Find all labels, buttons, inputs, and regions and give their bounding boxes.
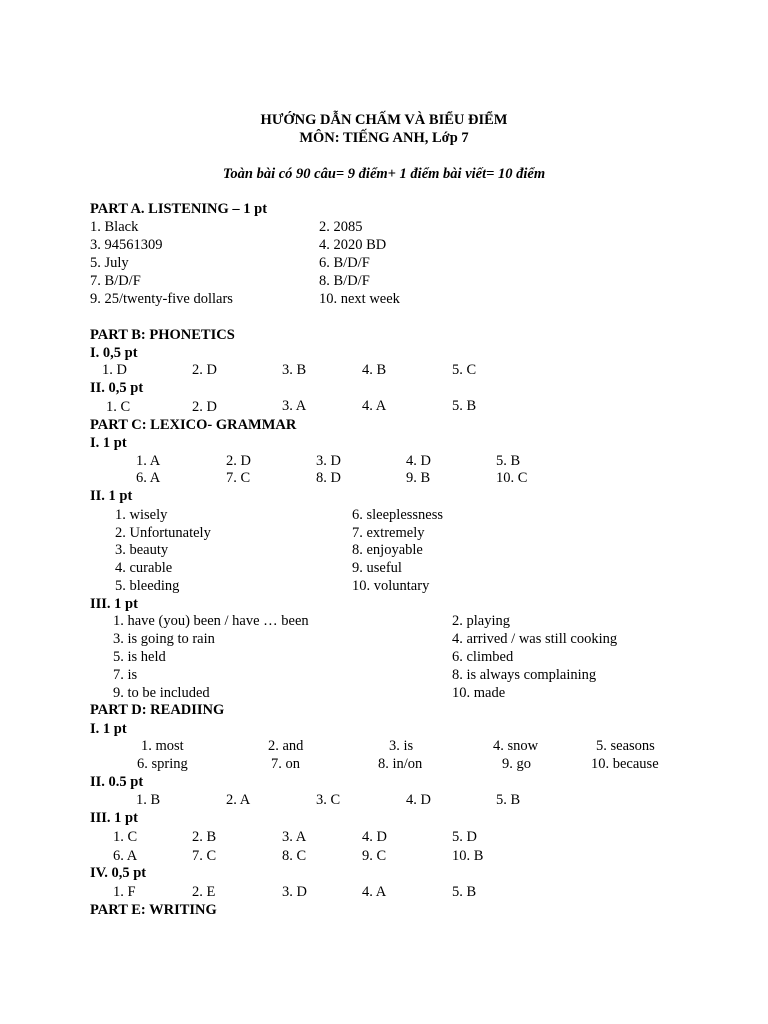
answer-item: 2. Unfortunately	[115, 525, 211, 541]
answer-item: 8. enjoyable	[352, 542, 423, 558]
answer-item: 10. made	[452, 685, 506, 701]
section-heading: III. 1 pt	[90, 810, 138, 826]
answer-item: 6. B/D/F	[319, 255, 370, 271]
answer-item: 10. B	[452, 848, 484, 864]
section-heading: IV. 0,5 pt	[90, 865, 147, 881]
answer-item: 6. A	[136, 470, 161, 486]
answer-item: 2. 2085	[319, 219, 363, 235]
answer-item: 4. B	[362, 362, 387, 378]
answer-item: 7. on	[271, 756, 300, 772]
part-e-heading: PART E: WRITING	[90, 902, 217, 918]
answer-item: 6. A	[113, 848, 138, 864]
answer-item: 4. arrived / was still cooking	[452, 631, 618, 647]
answer-item: 8. D	[316, 470, 341, 486]
answer-item: 2. and	[268, 738, 304, 754]
page-title: HƯỚNG DẪN CHẤM VÀ BIỂU ĐIỂM	[260, 112, 508, 128]
answer-item: 1. D	[102, 362, 127, 378]
answer-item: 2. A	[226, 792, 251, 808]
answer-item: 5. D	[452, 829, 477, 845]
answer-item: 3. A	[282, 829, 307, 845]
section-heading: III. 1 pt	[90, 596, 138, 612]
answer-item: 1. A	[136, 453, 161, 469]
section-heading: I. 0,5 pt	[90, 345, 138, 361]
answer-item: 3. beauty	[115, 542, 169, 558]
answer-item: 1. wisely	[115, 507, 168, 523]
answer-item: 1. have (you) been / have … been	[113, 613, 309, 629]
answer-item: 4. snow	[493, 738, 539, 754]
answer-item: 5. bleeding	[115, 578, 180, 594]
answer-item: 6. sleeplessness	[352, 507, 444, 523]
answer-item: 4. D	[406, 453, 431, 469]
answer-item: 6. spring	[137, 756, 188, 772]
answer-item: 4. D	[362, 829, 387, 845]
answer-item: 6. climbed	[452, 649, 514, 665]
answer-item: 10. voluntary	[352, 578, 430, 594]
part-a-heading: PART A. LISTENING – 1 pt	[90, 201, 268, 217]
answer-item: 1. Black	[90, 219, 139, 235]
answer-item: 5. B	[496, 453, 521, 469]
answer-item: 9. go	[502, 756, 531, 772]
answer-item: 1. C	[113, 829, 138, 845]
part-b-heading: PART B: PHONETICS	[90, 327, 235, 343]
answer-item: 1. most	[141, 738, 184, 754]
answer-item: 10. next week	[319, 291, 400, 307]
answer-item: 5. B	[452, 398, 477, 414]
section-heading: I. 1 pt	[90, 435, 127, 451]
answer-item: 2. D	[226, 453, 251, 469]
scoring-note: Toàn bài có 90 câu= 9 điểm+ 1 điểm bài viết= 10 điểm	[222, 166, 546, 182]
answer-item: 10. C	[496, 470, 528, 486]
section-heading: II. 0.5 pt	[90, 774, 144, 790]
answer-item: 2. E	[192, 884, 216, 900]
answer-item: 8. in/on	[378, 756, 423, 772]
subject-line: MÔN: TIẾNG ANH, Lớp 7	[299, 130, 469, 146]
answer-item: 8. is always complaining	[452, 667, 597, 683]
answer-item: 7. extremely	[352, 525, 425, 541]
answer-item: 9. C	[362, 848, 387, 864]
answer-item: 8. C	[282, 848, 307, 864]
section-heading: II. 0,5 pt	[90, 380, 144, 396]
answer-item: 5. is held	[113, 649, 166, 665]
answer-item: 3. D	[282, 884, 307, 900]
part-c-heading: PART C: LEXICO- GRAMMAR	[90, 417, 297, 433]
answer-item: 9. 25/twenty-five dollars	[90, 291, 233, 307]
answer-item: 2. D	[192, 399, 217, 415]
answer-item: 2. D	[192, 362, 217, 378]
answer-item: 3. is going to rain	[113, 631, 215, 647]
answer-item: 5. B	[452, 884, 477, 900]
answer-item: 5. C	[452, 362, 477, 378]
answer-item: 3. A	[282, 398, 307, 414]
answer-item: 2. playing	[452, 613, 510, 629]
answer-item: 3. D	[316, 453, 341, 469]
answer-item: 3. C	[316, 792, 341, 808]
answer-item: 7. B/D/F	[90, 273, 141, 289]
answer-item: 3. B	[282, 362, 307, 378]
section-heading: II. 1 pt	[90, 488, 133, 504]
answer-item: 5. July	[90, 255, 129, 271]
answer-item: 7. is	[113, 667, 138, 683]
answer-item: 4. A	[362, 884, 387, 900]
answer-item: 9. B	[406, 470, 431, 486]
answer-item: 7. C	[192, 848, 217, 864]
answer-item: 8. B/D/F	[319, 273, 370, 289]
answer-item: 4. curable	[115, 560, 173, 576]
answer-item: 4. 2020 BD	[319, 237, 387, 253]
answer-item: 10. because	[591, 756, 659, 772]
part-d-heading: PART D: READIING	[90, 702, 225, 718]
section-heading: I. 1 pt	[90, 721, 127, 737]
answer-item: 9. to be included	[113, 685, 210, 701]
answer-item: 1. C	[106, 399, 131, 415]
answer-item: 5. seasons	[596, 738, 655, 754]
answer-item: 4. D	[406, 792, 431, 808]
answer-item: 4. A	[362, 398, 387, 414]
answer-item: 9. useful	[352, 560, 402, 576]
answer-item: 3. 94561309	[90, 237, 163, 253]
answer-item: 3. is	[389, 738, 414, 754]
answer-item: 1. F	[113, 884, 136, 900]
answer-item: 1. B	[136, 792, 161, 808]
answer-item: 7. C	[226, 470, 251, 486]
answer-item: 2. B	[192, 829, 217, 845]
answer-item: 5. B	[496, 792, 521, 808]
